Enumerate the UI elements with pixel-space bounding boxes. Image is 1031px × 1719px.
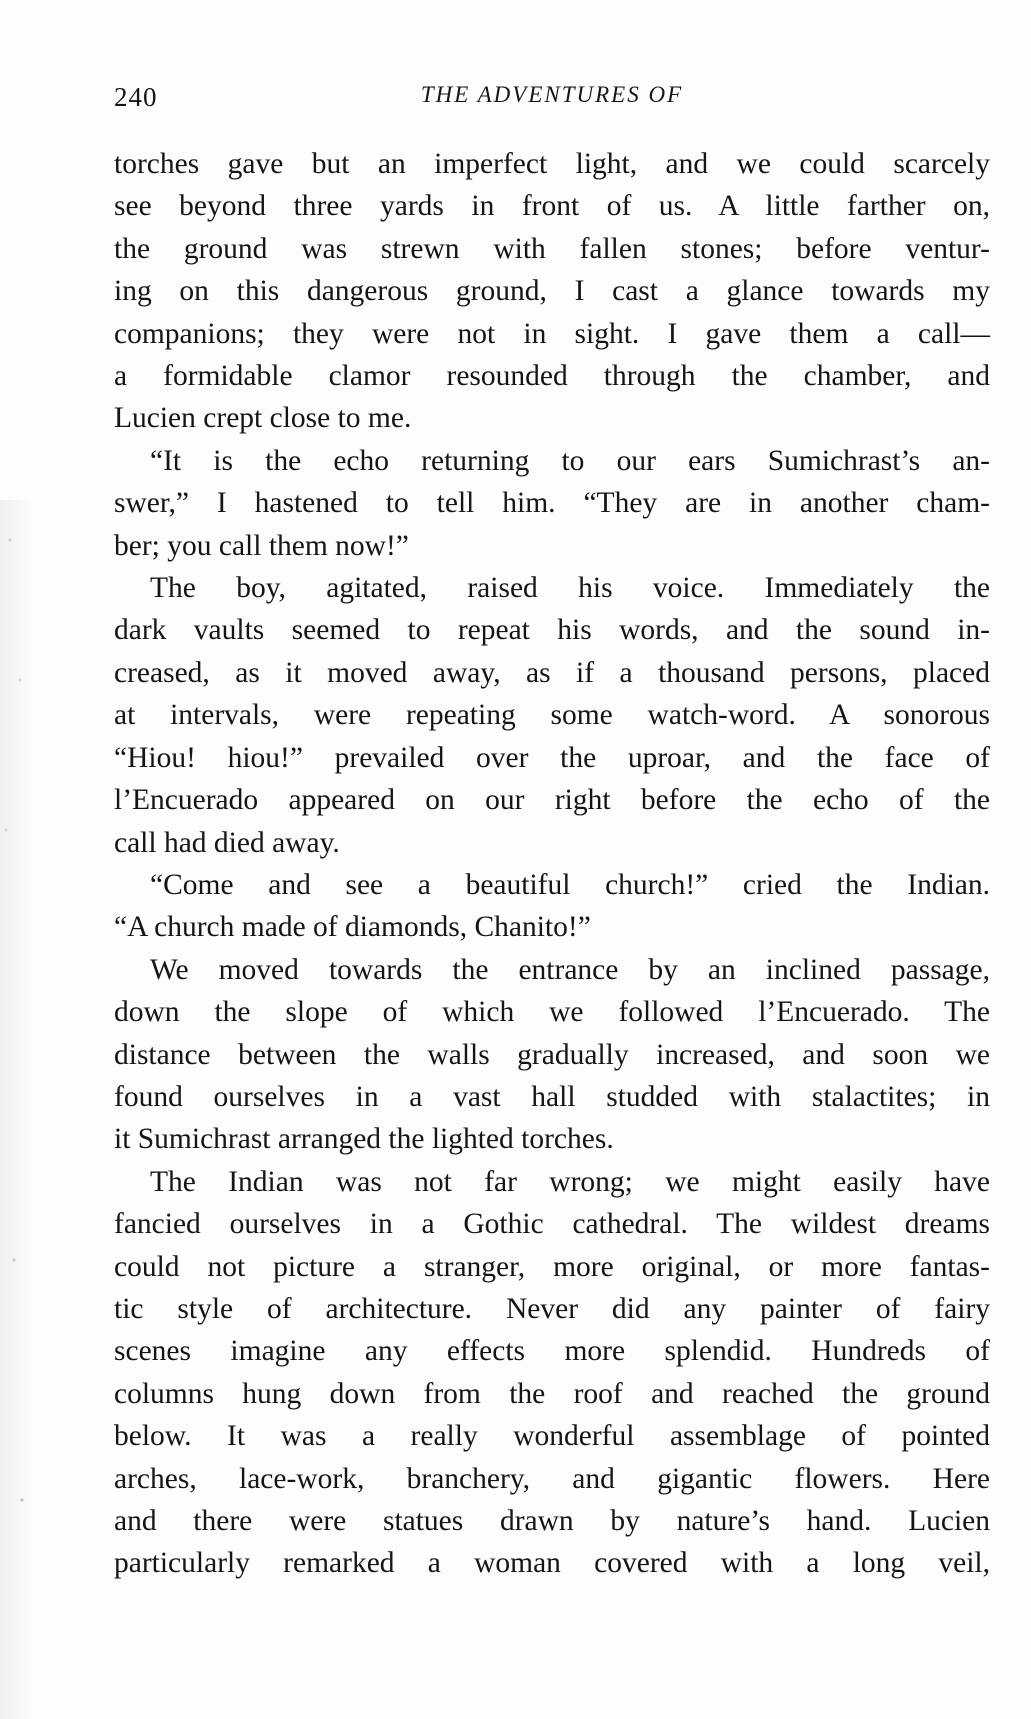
- page-edge-shadow: [0, 500, 34, 1719]
- text-line: a formidable clamor resounded through the chamber, and: [114, 360, 990, 393]
- text-line: and there were statues drawn by nature’s hand. Lucien: [114, 1505, 990, 1537]
- text-line: could not picture a stranger, more original, or more fantas-: [114, 1250, 990, 1283]
- text-line: particularly remarked a woman covered with a long veil,: [114, 1547, 990, 1580]
- text-line: torches gave but an imperfect light, and we could scarcely: [114, 148, 990, 180]
- text-line: We moved towards the entrance by an inclined passage,: [150, 953, 990, 986]
- text-line: “A church made of diamonds, Chanito!”: [114, 911, 591, 944]
- text-line: “Hiou! hiou!” prevailed over the uproar, and the face of: [114, 741, 990, 774]
- text-line: call had died away.: [114, 826, 340, 859]
- body-text: [114, 143, 990, 1585]
- running-title: THE ADVENTURES OF: [420, 82, 684, 107]
- text-line: it Sumichrast arranged the lighted torches.: [114, 1123, 614, 1156]
- text-line: “It is the echo returning to our ears Sumichrast’s an-: [150, 444, 990, 477]
- text-line: ing on this dangerous ground, I cast a glance towards my: [114, 275, 990, 308]
- text-line: fancied ourselves in a Gothic cathedral. The wildest dreams: [114, 1208, 990, 1241]
- text-line: found ourselves in a vast hall studded with stalactites; in: [114, 1080, 990, 1113]
- text-line: The boy, agitated, raised his voice. Immediately the: [150, 572, 990, 605]
- text-line: creased, as it moved away, as if a thousand persons, placed: [114, 656, 990, 689]
- text-line: “Come and see a beautiful church!” cried the Indian.: [150, 868, 990, 901]
- text-line: dark vaults seemed to repeat his words, and the sound in-: [114, 614, 990, 647]
- text-line: swer,” I hastened to tell him. “They are in another cham-: [114, 487, 990, 520]
- text-line: the ground was strewn with fallen stones; before ventur-: [114, 232, 990, 265]
- text-line: scenes imagine any effects more splendid. Hundreds of: [114, 1335, 990, 1368]
- text-line: columns hung down from the roof and reached the ground: [114, 1377, 990, 1410]
- text-line: companions; they were not in sight. I gave them a call—: [114, 317, 990, 350]
- text-line: tic style of architecture. Never did any painter of fairy: [114, 1292, 990, 1325]
- text-line: distance between the walls gradually increased, and soon we: [114, 1038, 990, 1071]
- text-line: l’Encuerado appeared on our right before the echo of the: [114, 784, 990, 817]
- page-header: [114, 82, 990, 122]
- text-line: below. It was a really wonderful assemblage of pointed: [114, 1420, 990, 1453]
- page-number: 240: [114, 82, 158, 112]
- text-line: see beyond three yards in front of us. A little farther on,: [114, 190, 990, 223]
- text-line: The Indian was not far wrong; we might easily have: [150, 1165, 990, 1198]
- text-line: Lucien crept close to me.: [114, 402, 412, 435]
- text-line: arches, lace-work, branchery, and gigantic flowers. Here: [114, 1462, 990, 1495]
- text-line: ber; you call them now!”: [114, 529, 409, 562]
- text-line: down the slope of which we followed l’Encuerado. The: [114, 996, 990, 1029]
- text-line: at intervals, were repeating some watch-word. A sonorous: [114, 699, 990, 732]
